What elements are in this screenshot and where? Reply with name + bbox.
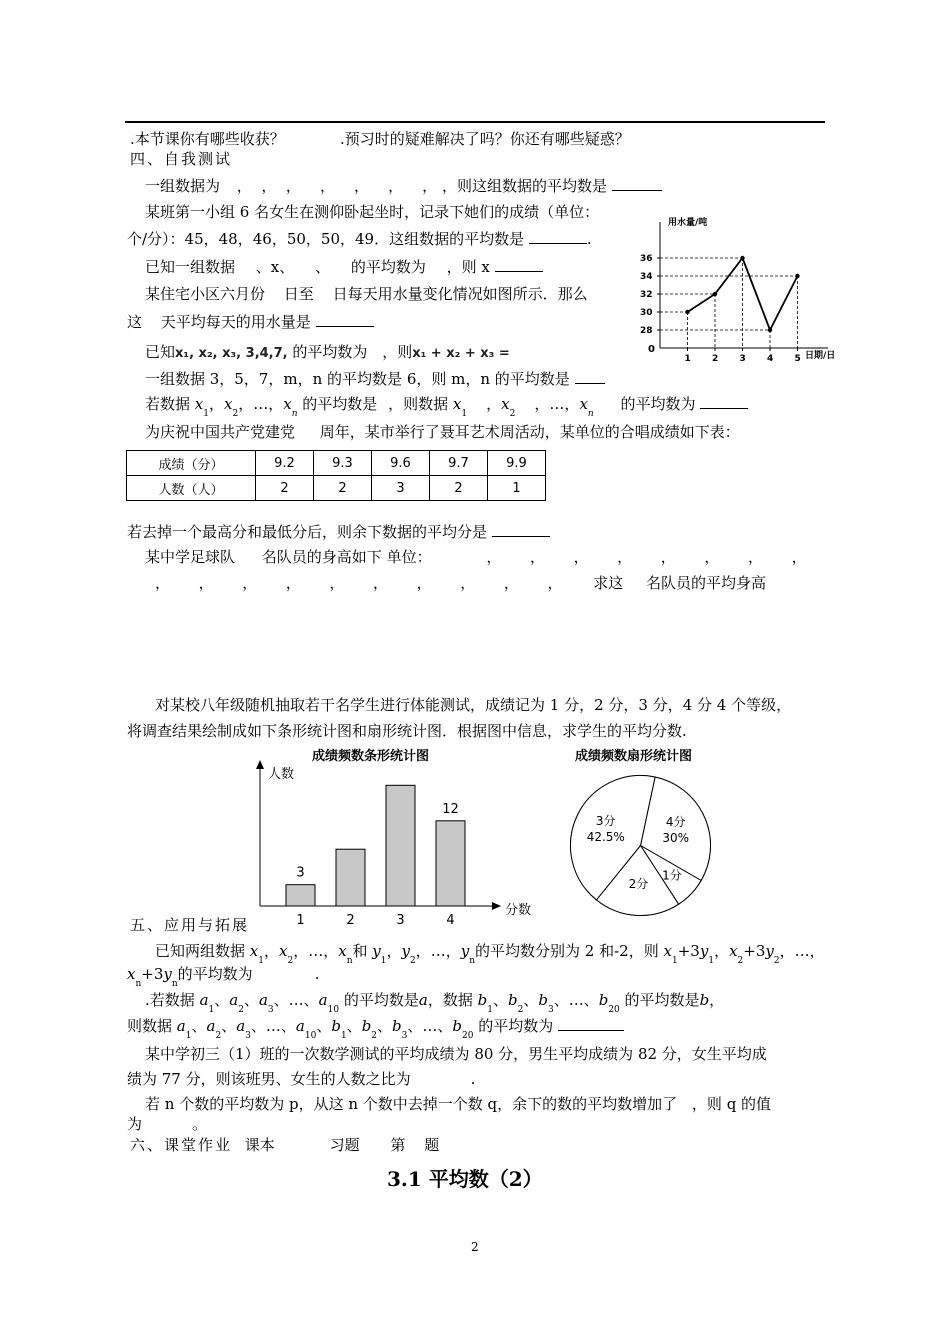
q7-text-d: 的平均数为 <box>620 395 696 413</box>
table-cell: 2 <box>314 476 372 501</box>
water-usage-chart <box>630 210 850 365</box>
answer-blank[interactable] <box>612 176 662 191</box>
q3-line <box>145 256 543 278</box>
answer-blank[interactable] <box>575 369 605 384</box>
water-xlabel: 日期/日 <box>805 351 836 361</box>
table-cell: 2 <box>256 476 314 501</box>
score-pie-chart <box>563 768 718 923</box>
q5-math-image: x₁, x₂, x₃, 3,4,7, <box>175 346 288 361</box>
bar-y-arrow <box>256 760 264 769</box>
q5-math-image-2: x₁ + x₂ + x₃ = <box>412 346 510 361</box>
q3-text-c: 、 <box>315 258 331 276</box>
table-row <box>127 476 546 501</box>
water-point <box>740 256 744 260</box>
q3-text-a: 已知一组数据 <box>145 258 236 276</box>
table-cell: 1 <box>488 476 546 501</box>
pie-slice-percent: 42.5% <box>586 829 625 844</box>
q10-line2: ， ， ， ， ， ， ， ， ， ， 求这 名队员的平均身高 <box>155 574 767 592</box>
bar-value-label: 3 <box>296 865 305 881</box>
water-point <box>795 274 799 278</box>
q3-text-e: ，则 x <box>446 258 490 276</box>
bar <box>386 785 415 906</box>
table-header-score: 成绩（分） <box>127 451 256 476</box>
q7-line: 若数据 $x_1$，$x_2$，…，$x_n$ 的平均数是 ，则数据 $x_1$ ，$x_2$ ，…，$x_n$ 的平均数为 <box>145 393 748 425</box>
water-point <box>768 328 772 332</box>
answer-blank[interactable] <box>700 394 748 409</box>
s5-q4-text-d: 。 <box>192 1115 208 1133</box>
q4-text-d: 这 <box>127 313 143 331</box>
page-number: 2 <box>471 1240 479 1254</box>
q4-line1 <box>145 283 588 305</box>
q4-text-a: 某住宅小区六月份 <box>145 285 266 303</box>
s5-q2-text-e: 则数据 <box>127 1017 173 1035</box>
s5-q2-line2: 则数据 $a_1$、$a_2$、$a_3$、…、$a_{10}$、$b_1$、$b_2$、$b_3$、…、$b_{20}$ 的平均数为 <box>127 1015 624 1047</box>
section6-heading: 六、课堂作业 <box>130 1136 233 1154</box>
score-table <box>126 450 546 501</box>
q6-text: 一组数据 3，5，7，m，n 的平均数是 6，则 m，n 的平均数是 <box>145 370 570 388</box>
bar <box>336 849 365 906</box>
s5-q4-line2 <box>127 1113 207 1135</box>
q2-line2: 个/分）：45，48，46，50，50，49．这组数据的平均数是 . <box>127 230 592 248</box>
q8-text-a: 为庆祝中国共产党建党 <box>145 423 296 441</box>
section6-t3: 第 <box>390 1136 406 1154</box>
section6-line <box>130 1134 439 1156</box>
q10-text-b: 名队员的身高如下 单位： <box>261 548 432 566</box>
q11-line2: 将调查结果绘制成如下条形统计图和扇形统计图．根据图中信息，求学生的平均分数. <box>127 722 687 740</box>
answer-blank[interactable] <box>492 522 550 537</box>
s5-q1-line2: $x_n+3y_n$的平均数为 . <box>127 965 320 989</box>
water-x-tick-label: 2 <box>712 354 719 364</box>
q11-line1: 对某校八年级随机抽取若干名学生进行体能测试，成绩记为 1 分，2 分，3 分，4 分 4 个等级， <box>155 696 792 714</box>
q5-line <box>145 341 510 365</box>
q8-line <box>145 421 740 443</box>
s5-q1-text-b: 的平均数分别为 2 和-2，则 <box>475 942 659 960</box>
q6-line <box>145 368 605 390</box>
bar <box>436 821 465 906</box>
water-y-tick-label: 36 <box>640 254 653 264</box>
q5-text-c: ，则 <box>382 343 413 361</box>
answer-blank[interactable] <box>495 257 543 272</box>
score-bar-chart <box>235 760 535 930</box>
bar <box>286 885 315 906</box>
water-y-tick-label: 30 <box>640 308 653 318</box>
pie-slice-label: 1分 <box>662 868 682 883</box>
water-y-tick-label: 34 <box>640 272 653 282</box>
water-point <box>685 310 689 314</box>
bar-xlabel: 分数 <box>505 903 532 918</box>
q3-text-b: 、x、 <box>255 258 295 276</box>
q5-text-a: 已知 <box>145 343 176 361</box>
q1-line: 一组数据为 ， ， ， ， ， ， ， ，则这组数据的平均数是 <box>145 175 662 197</box>
table-header-count: 人数（人） <box>127 476 256 501</box>
s5-q2-text-c: ，数据 <box>427 991 473 1009</box>
water-x-tick-label: 4 <box>767 354 774 364</box>
answer-blank[interactable] <box>529 229 587 244</box>
q2-line1: 某班第一小组 6 名女生在测仰卧起坐时，记录下她们的成绩（单位： <box>145 203 600 221</box>
pie-slice-label: 3分 <box>595 813 616 828</box>
section4-heading: 四、自我测试 <box>130 150 233 168</box>
s5-q4-line1 <box>145 1093 771 1115</box>
water-point <box>713 292 717 296</box>
water-origin: 0 <box>648 344 655 355</box>
q10-text-a: 某中学足球队 <box>145 548 236 566</box>
s5-q1-text-a: 已知两组数据 <box>155 942 246 960</box>
s5-q3-text: 绩为 77 分，则该班男、女生的人数之比为 <box>127 1070 411 1088</box>
table-row <box>127 451 546 476</box>
water-y-tick-label: 28 <box>640 326 653 336</box>
bar-chart-title: 成绩频数条形统计图 <box>312 749 430 764</box>
water-x-tick-label: 3 <box>739 354 746 364</box>
q1-text-b: ，则这组数据的平均数是 <box>441 177 607 195</box>
q10-text-c: 求这 <box>593 574 624 592</box>
bar-value-label: 12 <box>442 801 459 817</box>
table-cell: 2 <box>430 476 488 501</box>
bar-x-arrow <box>492 902 501 910</box>
q4-line2 <box>127 311 374 333</box>
q2-text: 个/分）：45，48，46，50，50，49．这组数据的平均数是 <box>127 230 525 248</box>
q7-text-b: 的平均数是 <box>302 395 378 413</box>
bar-category-label: 2 <box>346 913 355 928</box>
q4-text-b: 日至 <box>283 285 314 303</box>
table-cell: 3 <box>372 476 430 501</box>
q5-text-b: 的平均数为 <box>292 343 368 361</box>
s5-q1-text-c: 的平均数为 <box>177 965 253 983</box>
water-y-tick-label: 32 <box>640 290 653 300</box>
section6-t2: 习题 <box>329 1136 360 1154</box>
pie-slice-percent: 30% <box>662 830 690 845</box>
q8-text-b: 周年，某市举行了聂耳艺术周活动，某单位的合唱成绩如下表： <box>319 423 740 441</box>
water-x-tick-label: 5 <box>794 354 801 364</box>
table-cell: 9.7 <box>430 451 488 476</box>
q7-text-c: ，则数据 <box>388 395 449 413</box>
water-ylabel: 用水量/吨 <box>668 218 708 228</box>
s5-q2-text-f: 的平均数为 <box>478 1017 554 1035</box>
s5-q4-text-c: 为 <box>127 1115 143 1133</box>
pie-slice-label: 4分 <box>665 814 686 829</box>
water-x-tick-label: 1 <box>684 354 691 364</box>
table-cell: 9.9 <box>488 451 546 476</box>
bar-category-label: 1 <box>296 913 305 928</box>
s5-q1-line1: 已知两组数据 $x_1$，$x_2$，…，$x_n$和 $y_1$，$y_2$，…，$y_n$的平均数分别为 2 和-2，则 $x_1+3y_1$，$x_2+3y_2$，…， <box>155 942 825 966</box>
bar-category-label: 4 <box>446 913 455 928</box>
table-cell: 9.3 <box>314 451 372 476</box>
reflection-q1: .本节课你有哪些收获？ <box>130 130 285 148</box>
section6-t4: 题 <box>424 1136 440 1154</box>
q1-text-a: 一组数据为 <box>145 177 221 195</box>
q9-text: 若去掉一个最高分和最低分后，则余下数据的平均分是 <box>127 523 488 541</box>
pie-chart-title: 成绩频数扇形统计图 <box>575 749 693 764</box>
table-cell: 9.6 <box>372 451 430 476</box>
top-rule <box>125 121 825 123</box>
table-cell: 9.2 <box>256 451 314 476</box>
pie-slice-label: 2分 <box>628 876 649 891</box>
s5-q3-line1: 某中学初三（1）班的一次数学测试的平均成绩为 80 分，男生平均成绩为 82 分，女生平均成 <box>145 1045 767 1063</box>
section6-text: 课本 <box>244 1136 275 1154</box>
q4-text-e: 天平均每天的用水量是 <box>160 313 311 331</box>
reflection-q2: .预习时的疑难解决了吗？你还有哪些疑惑？ <box>340 130 630 148</box>
s5-q2-text-b: 的平均数是 <box>343 991 419 1009</box>
q4-text-c: 日每天用水量变化情况如图所示．那么 <box>332 285 588 303</box>
next-lesson-title: 3.1 平均数（2） <box>387 1167 543 1191</box>
s5-q2-text-d: 的平均数是 <box>624 991 700 1009</box>
q10-text-d: 名队员的平均身高 <box>646 574 767 592</box>
q7-text-a: 若数据 <box>145 395 191 413</box>
answer-blank[interactable] <box>316 312 374 327</box>
bar-ylabel: 人数 <box>268 767 295 782</box>
s5-q3-line2: 绩为 77 分，则该班男、女生的人数之比为 . <box>127 1070 476 1088</box>
q9-line <box>127 521 550 543</box>
q10-line1: 某中学足球队 名队员的身高如下 单位： ， ， ， ， ， ， ， ， <box>145 548 807 566</box>
s5-q2-line1: .若数据 $a_1$、$a_2$、$a_3$、…、$a_{10}$ 的平均数是a，数据 $b_1$、$b_2$、$b_3$、…、$b_{20}$ 的平均数是b， <box>145 991 725 1015</box>
q3-text-d: 的平均数为 <box>350 258 426 276</box>
s5-q4-text-b: ，则 q 的值 <box>691 1095 772 1113</box>
section5-heading: 五、应用与拓展 <box>130 916 250 934</box>
answer-blank[interactable] <box>558 1016 624 1031</box>
s5-q4-text-a: 若 n 个数的平均数为 p，从这 n 个数中去掉一个数 q，余下的数的平均数增加了 <box>145 1095 678 1113</box>
s5-q2-text-a: .若数据 <box>145 991 195 1009</box>
bar-category-label: 3 <box>396 913 405 928</box>
